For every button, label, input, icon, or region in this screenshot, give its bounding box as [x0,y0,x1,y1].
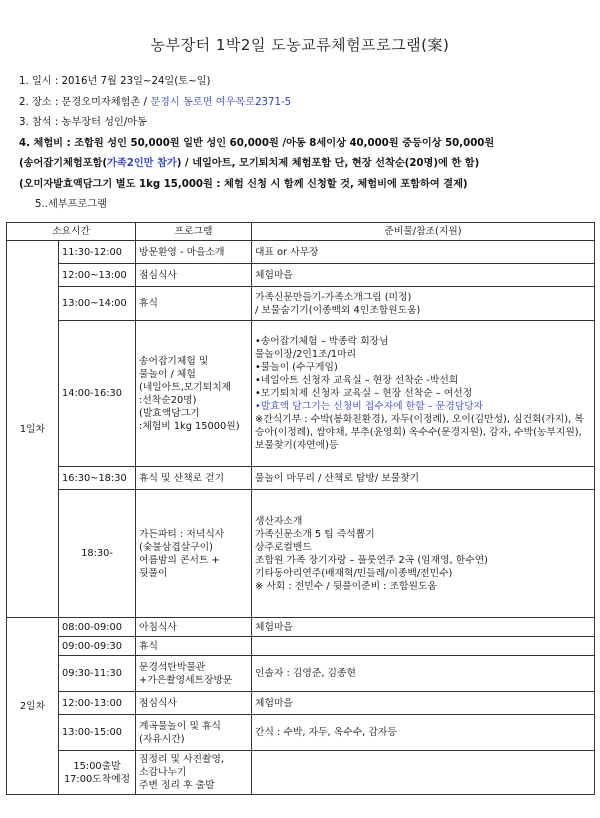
prep-line: / 보물숨기기(이종백외 4인조합원도움) [255,304,421,316]
info-attendees: 3. 참석 : 농부장터 성인/아동 [19,117,147,128]
row-program [136,321,252,467]
row-time: 14:00-16:30 [59,321,136,467]
program-line: (숯불삼겹살구이) [139,541,213,553]
row-prep: 대표 or 사무장 [252,241,595,264]
row-time: 18:30- [59,490,136,618]
row-program: 휴식 및 산책로 걷기 [136,467,252,490]
program-line: (네일아트,모기퇴치제 [139,381,232,393]
prep-line: 물놀이장/2인1조/1마리 [255,349,357,360]
prep-line: 상주로컬밴드 [255,541,312,553]
schedule-table [6,222,595,795]
row-time: 08:00-09:00 [59,618,136,637]
row-time: 13:00-15:00 [59,715,136,751]
info-place [19,93,594,114]
table-row [7,637,595,656]
program-line: (발효액담그기 [139,407,200,419]
fee-note-highlight: 가족2인만 참가 [107,158,177,169]
prep-line: •발효액 담그기는 신청비 접수자에 한함 – 문경담당자 [255,401,484,412]
program-line: :체험비 1kg 15000원) [139,420,240,432]
prep-line: •물놀이 (수구게임) [255,362,338,373]
info-fee-note [19,154,594,175]
info-date: 1. 일시 : 2016년 7월 23일~24일(토~일) [19,76,211,87]
row-program: 휴식 [136,287,252,321]
row-prep: 간식 : 수박, 자두, 옥수수, 감자등 [252,715,595,751]
prep-line: 가족신문만들기-가족소개그림 (미정) [255,291,412,303]
program-line: (자유시간) [139,733,185,745]
table-header-row [7,223,595,241]
table-row [7,490,595,618]
table-row [7,264,595,287]
row-prep: 체험마을 [252,692,595,715]
program-line: +가은촬영세트장방문 [139,674,233,686]
row-prep: 체험마을 [252,264,595,287]
row-prep: 물놀이 마무리 / 산책로 탐방/ 보물찾기 [252,467,595,490]
row-prep: 인솔자 : 김영준, 김종현 [252,656,595,692]
row-program: 휴식 [136,637,252,656]
row-time: 12:00-13:00 [59,692,136,715]
row-program [136,715,252,751]
header-time: 소요시간 [7,223,136,241]
program-line: 짐정리 및 사진촬영, [139,754,225,765]
prep-line: ※간식기부 : 수박(봉화친환경), 자두(이정례), 오이(김만성), 심건회(가지), 복승아(이정례), 쌈야채, 부추(윤영희) 옥수수(문경지원), 감자, 수박(농부지원), 보물찾기(자연에)등 [255,414,584,451]
prep-line: 기타동아리연주(배재혁/민들레/이종백/전민수) [255,567,453,579]
program-line: 송어잡기체험 및 [139,355,209,367]
table-row [7,618,595,637]
table-row [7,692,595,715]
day-label: 1일차 [7,241,59,618]
info-place-label: 2. 장소 : 문경오미자체험촌 / [19,96,151,108]
row-program [136,656,252,692]
row-program: 방문환영 - 마을소개 [136,241,252,264]
info-omija-note: (오미자발효액담그기 별도 1kg 15,000원 : 체험 신청 시 함께 신청할 것, 체험비에 포함하여 결제) [19,178,468,190]
prep-line: 가족신문소개 5 팀 즉석뽑기 [255,528,375,540]
table-row [7,751,595,795]
row-time: 11:30-12:00 [59,241,136,264]
info-fee: 4. 체험비 : 조합원 성인 50,000원 일반 성인 60,000원 /아동 8세이상 40,000원 중등이상 50,000원 [19,137,495,149]
row-program: 점심식사 [136,692,252,715]
fee-note-c: ) / 네일아트, 모기퇴치제 체험포함 단, 현장 선착순(20명)에 한 함) [176,158,480,169]
row-prep [252,287,595,321]
info-program-heading: 5..세부프로그램 [35,199,108,210]
row-time: 13:00~14:00 [59,287,136,321]
header-program: 프로그램 [136,223,252,241]
event-info [19,72,594,216]
row-prep [252,751,595,795]
row-program: 점심식사 [136,264,252,287]
table-row [7,321,595,467]
row-program: 아침식사 [136,618,252,637]
table-row [7,287,595,321]
fee-note-a: (송어잡기체험포함( [19,158,108,169]
program-line: 뒷풀이 [139,567,168,579]
day-label: 2일차 [7,618,59,795]
row-prep: 체험마을 [252,618,595,637]
prep-line: •송어잡기체험 – 박종락 회장님 [255,336,389,347]
row-prep [252,321,595,467]
table-row [7,241,595,264]
row-program [136,490,252,618]
table-row [7,715,595,751]
row-time: 09:00-09:30 [59,637,136,656]
time-line: 15:00출발 [73,760,121,772]
prep-line: •네일아트 신청자 교육실 – 현장 선착순 -박선희 [255,375,459,386]
program-line: 계곡물놀이 및 휴식 [139,720,221,732]
program-line: 가든파티 : 저녁식사 [139,528,225,540]
row-prep [252,490,595,618]
program-line: 주변 정리 후 출발 [139,780,215,791]
row-time: 12:00~13:00 [59,264,136,287]
prep-line: 조합원 가족 장기자랑 – 플룻연주 2곡 (임재영, 한수연) [255,554,488,566]
row-time: 16:30~18:30 [59,467,136,490]
program-line: 소감나누기 [139,767,187,778]
time-line: 17:00도착예정 [63,773,131,785]
prep-line: 생산자소개 [255,515,303,527]
row-time [59,751,136,795]
row-prep [252,637,595,656]
row-time: 09:30-11:30 [59,656,136,692]
program-line: 물놀이 / 체험 [139,368,196,380]
table-row [7,467,595,490]
header-prep: 준비물/참조(지원) [252,223,595,241]
table-row [7,656,595,692]
info-place-address: 문경시 동로면 여우목로2371-5 [150,96,292,108]
prep-line: ※ 사회 : 전민수 / 뒷풀이준비 : 조합원도움 [255,580,437,592]
row-program [136,751,252,795]
program-line: 여름밤의 콘서트 + [139,554,220,566]
prep-line: •모기퇴치제 신청자 교육실 – 현장 선착순 – 여선정 [255,388,473,399]
program-line: 문경석탄박물관 [139,661,206,673]
program-line: :선착순20명) [139,394,197,406]
page-title: 농부장터 1박2일 도농교류체험프로그램(案) [150,36,450,54]
